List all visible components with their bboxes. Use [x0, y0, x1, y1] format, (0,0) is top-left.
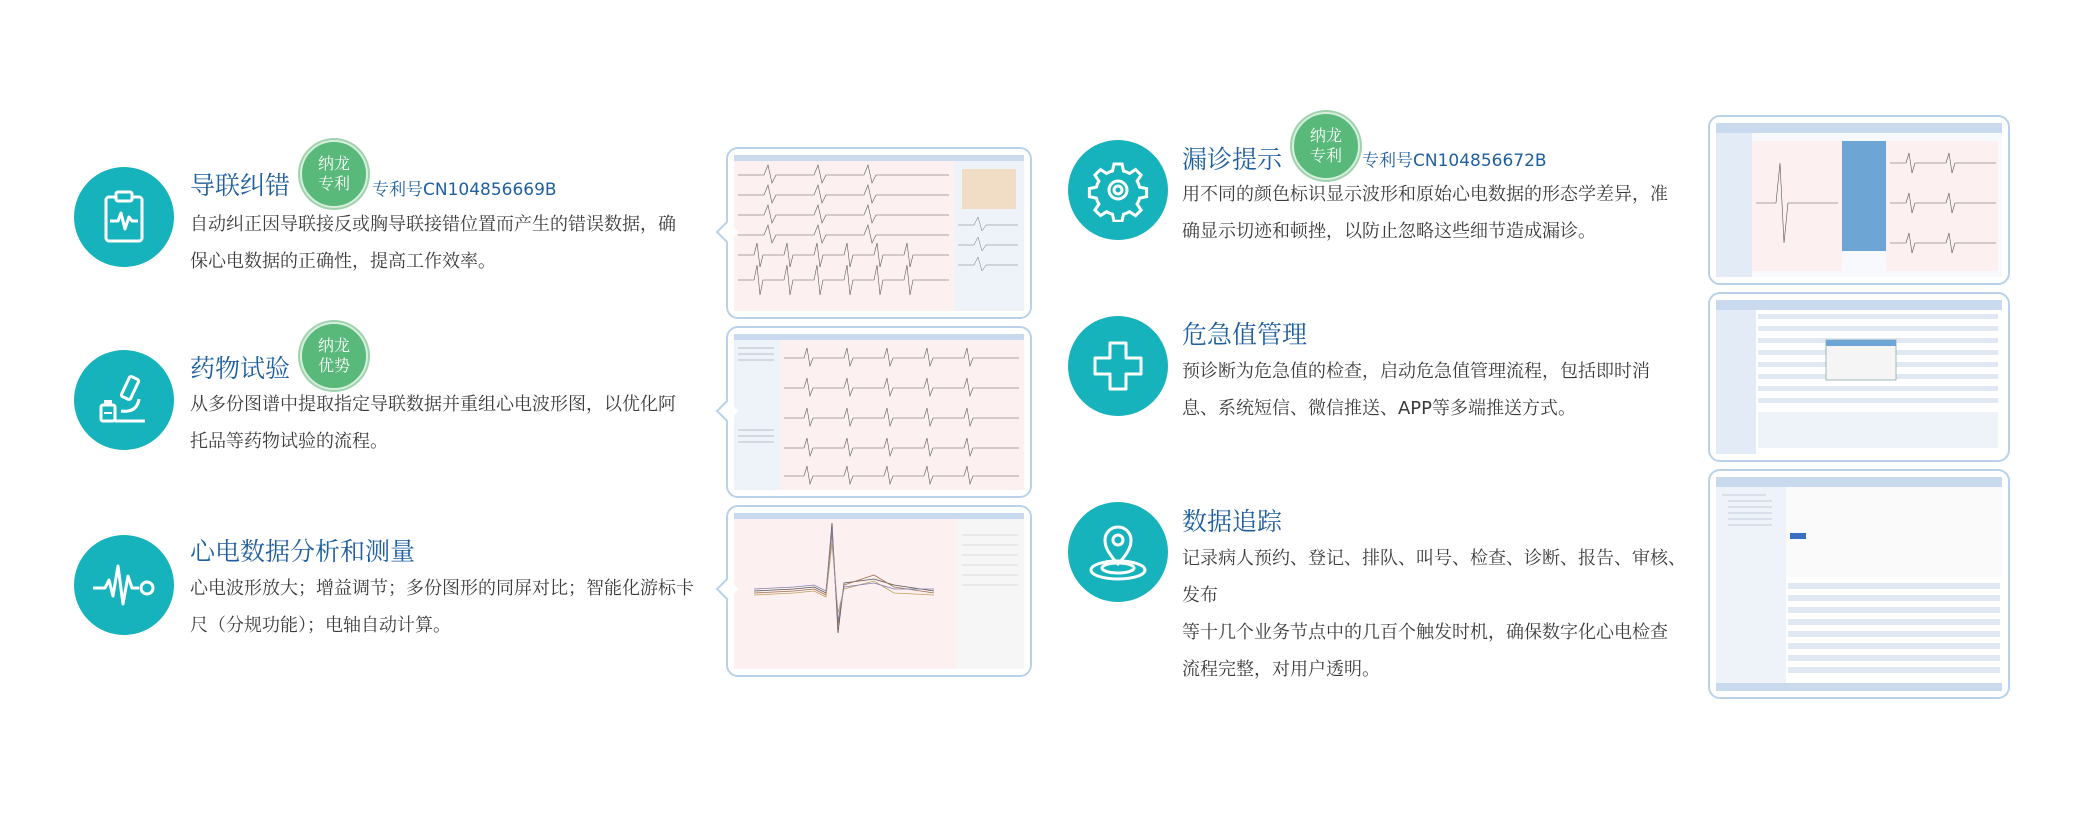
patent-number: 专利号CN104856672B	[1362, 151, 1547, 171]
badge	[1292, 112, 1360, 180]
feature-icon-circle	[74, 350, 174, 450]
medical-cross-icon	[1089, 337, 1147, 395]
feature-icon-circle	[1068, 502, 1168, 602]
badge-line: 纳龙	[317, 336, 350, 355]
desc-line: 心电波形放大；增益调节；多份图形的同屏对比；智能化游标卡	[190, 578, 694, 599]
feature-icon-circle	[1068, 140, 1168, 240]
badge	[300, 322, 368, 390]
feature-description	[190, 206, 710, 280]
feature-title: 心电数据分析和测量	[190, 537, 416, 566]
feature-description	[1182, 353, 1702, 427]
ecg-grid-image	[734, 513, 1024, 669]
feature-icon-circle	[74, 167, 174, 267]
desc-line: 息、系统短信、微信推送、APP等多端推送方式。	[1182, 398, 1577, 419]
screenshot-missed-diagnosis	[1708, 115, 2010, 285]
desc-line: 自动纠正因导联接反或胸导联接错位置而产生的错误数据，确	[190, 214, 676, 235]
feature-title: 导联纠错	[190, 171, 291, 200]
desc-line: 从多份图谱中提取指定导联数据并重组心电波形图，以优化阿	[190, 394, 676, 415]
feature-title: 漏诊提示	[1182, 145, 1283, 174]
desc-line: 确显示切迹和顿挫，以防止忽略这些细节造成漏诊。	[1182, 221, 1596, 242]
screenshot-data-tracking	[1708, 469, 2010, 699]
desc-line: 记录病人预约、登记、排队、叫号、检查、诊断、报告、审核、发布	[1182, 548, 1686, 606]
badge-line: 纳龙	[317, 154, 350, 173]
feature-icon-circle	[1068, 316, 1168, 416]
ecg-screenshot-analysis	[726, 505, 1032, 677]
desc-line: 用不同的颜色标识显示波形和原始心电数据的形态学差异，准	[1182, 184, 1668, 205]
feature-title: 危急值管理	[1182, 320, 1308, 349]
feature-description	[190, 386, 710, 460]
badge-line: 纳龙	[1309, 126, 1342, 145]
microscope-icon	[93, 369, 155, 431]
badge-line: 专利	[1309, 146, 1342, 165]
badge	[300, 140, 368, 208]
location-pin-icon	[1085, 520, 1151, 584]
feature-description	[1182, 540, 1702, 688]
gear-icon	[1086, 158, 1150, 222]
table-image	[1716, 300, 2002, 454]
feature-description	[190, 570, 710, 644]
ecg-wave-icon	[91, 560, 157, 610]
desc-line: 保心电数据的正确性，提高工作效率。	[190, 251, 496, 272]
ecg-grid-image	[734, 155, 1024, 311]
desc-line: 尺（分规功能）；电轴自动计算。	[190, 615, 451, 636]
desc-line: 等十几个业务节点中的几百个触发时机，确保数字化心电检查	[1182, 622, 1668, 643]
feature-icon-circle	[74, 535, 174, 635]
feature-title: 数据追踪	[1182, 507, 1283, 536]
screenshot-critical-value	[1708, 292, 2010, 462]
badge-line: 优势	[317, 356, 350, 375]
ecg-grid-image	[734, 334, 1024, 490]
ecg-grid-image	[1716, 123, 2002, 277]
desc-line: 预诊断为危急值的检查，启动危急值管理流程，包括即时消	[1182, 361, 1650, 382]
clipboard-ecg-icon	[94, 187, 154, 247]
ecg-screenshot-lead-correction	[726, 147, 1032, 319]
ecg-screenshot-drug-test	[726, 326, 1032, 498]
badge-line: 专利	[317, 174, 350, 193]
desc-line: 流程完整，对用户透明。	[1182, 659, 1380, 680]
desc-line: 托品等药物试验的流程。	[190, 431, 388, 452]
patent-number: 专利号CN104856669B	[372, 180, 557, 200]
feature-description	[1182, 176, 1702, 250]
feature-title: 药物试验	[190, 354, 291, 383]
table-image	[1716, 477, 2002, 691]
